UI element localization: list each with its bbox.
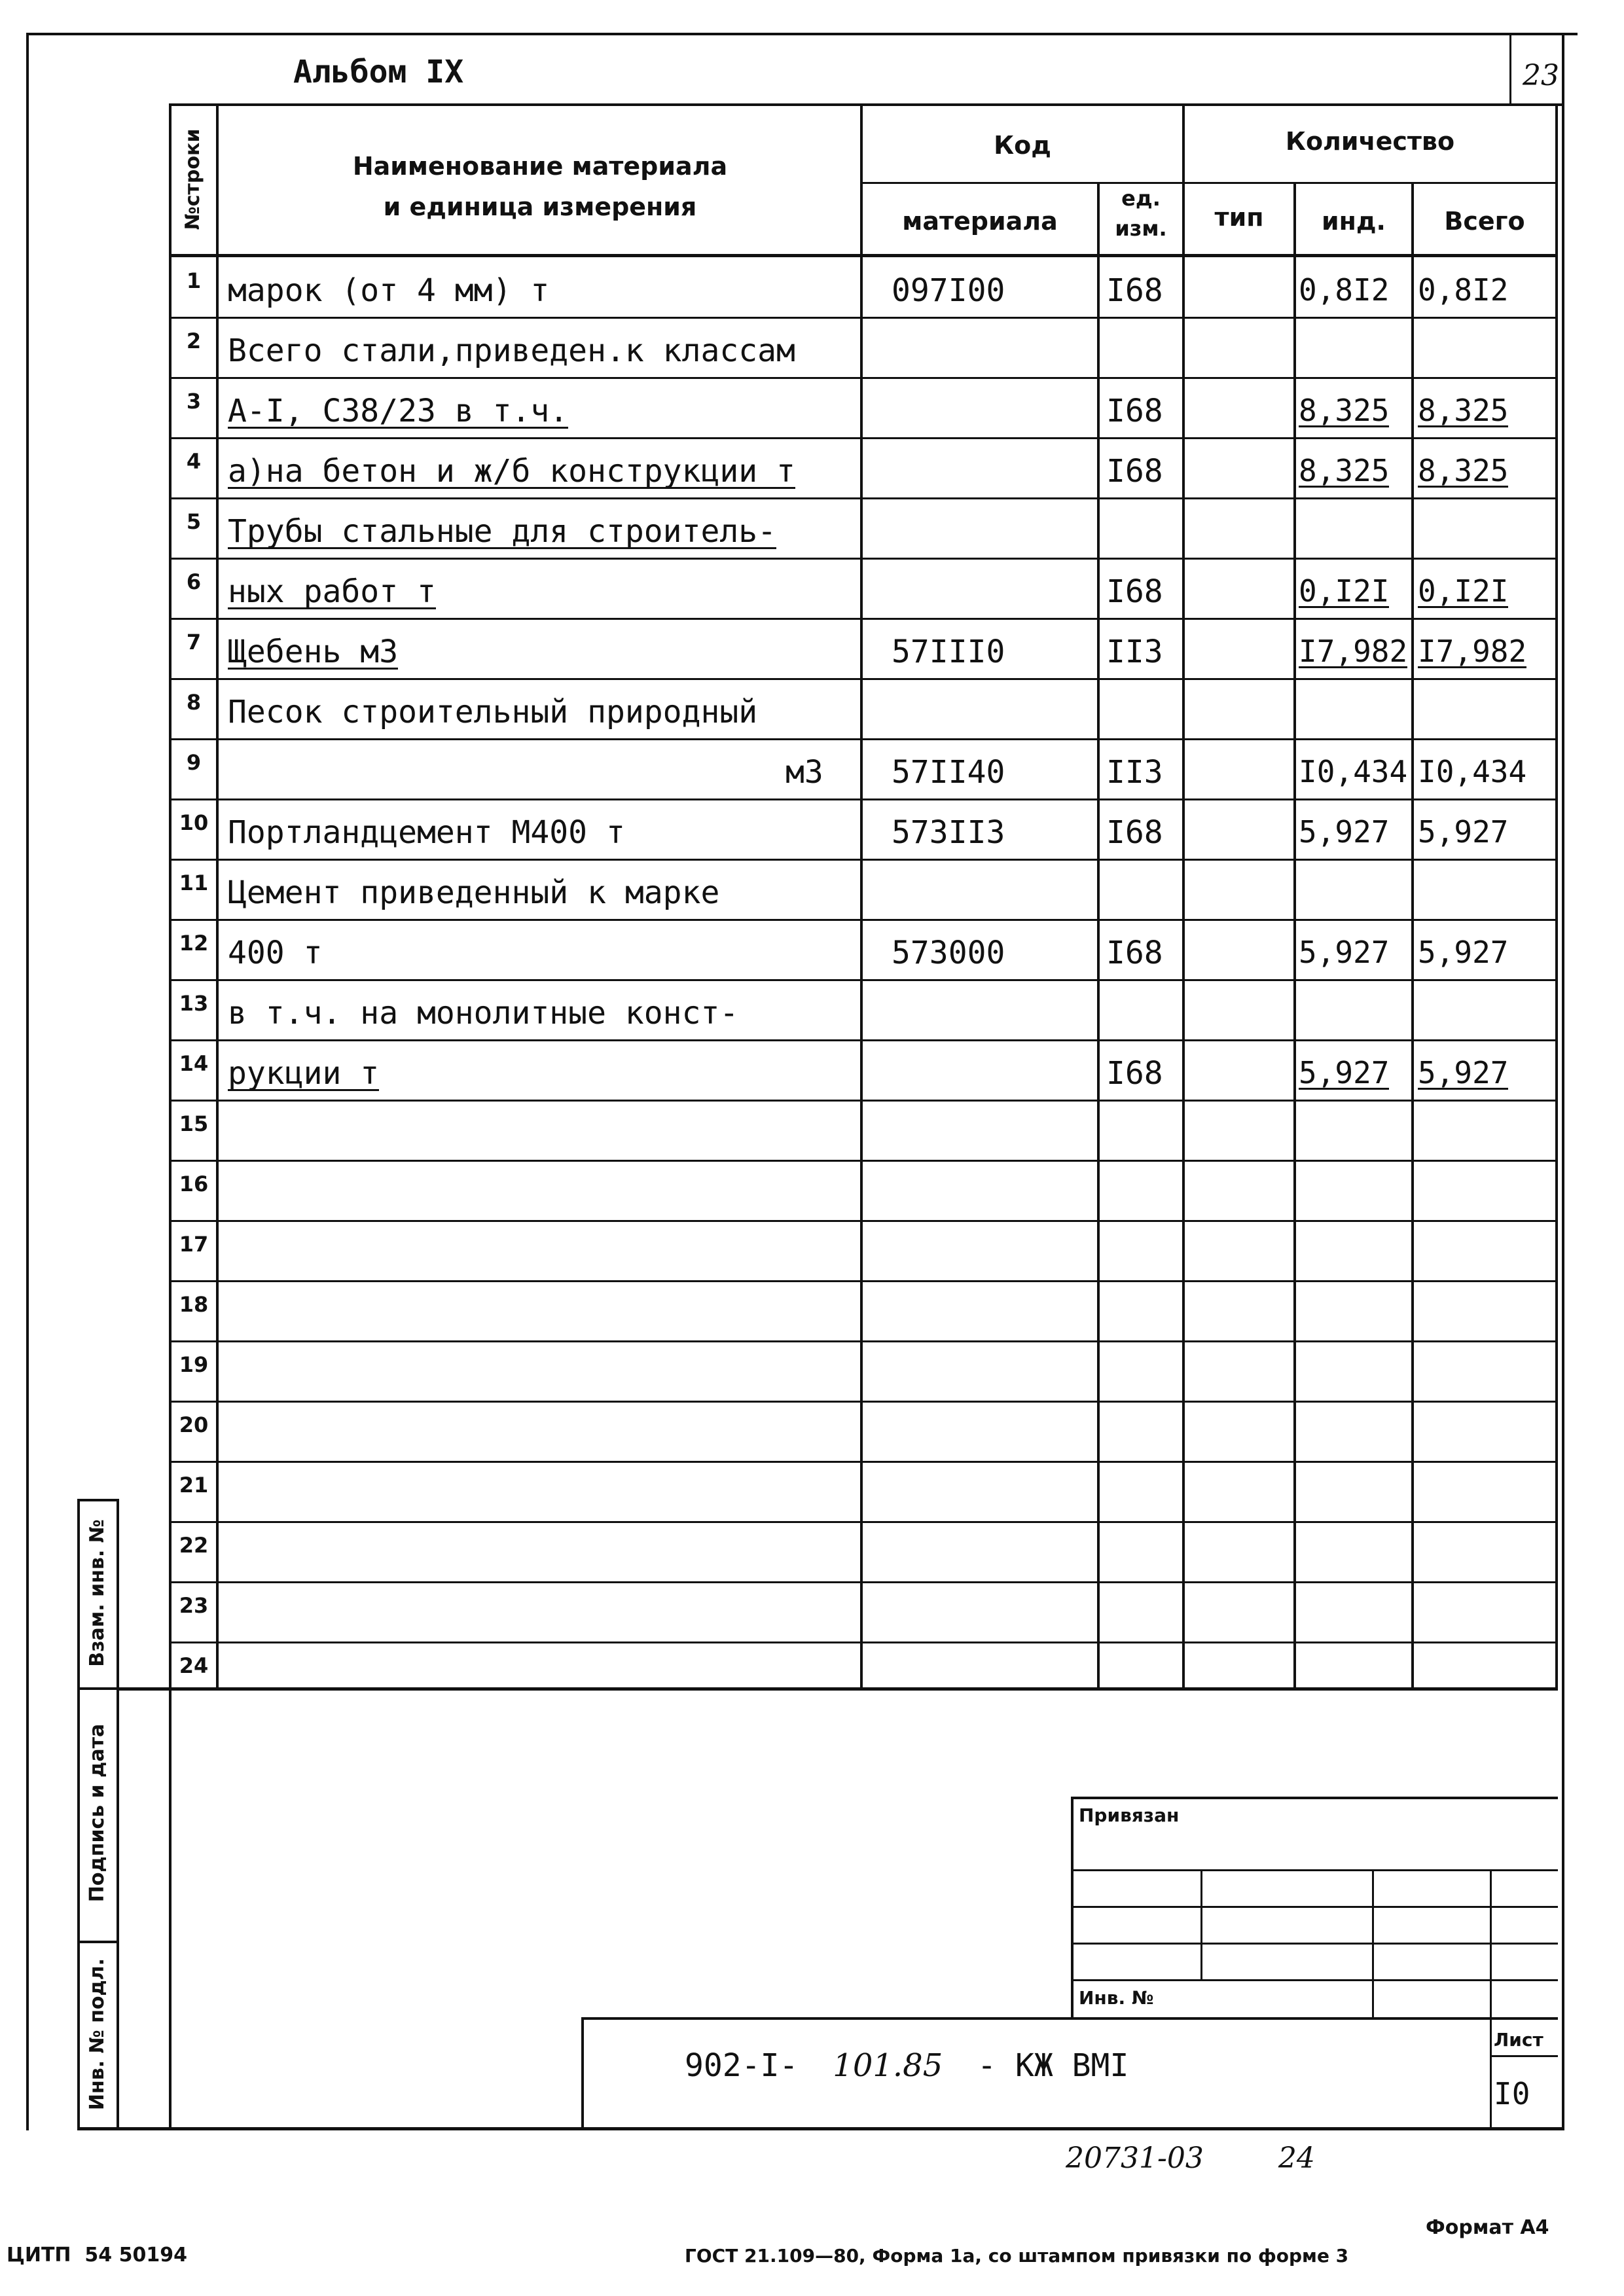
header-bottom-line [169, 254, 1558, 257]
designation-suffix: - КЖ ВМI [977, 2047, 1129, 2084]
row-divider [169, 558, 1558, 560]
material-code: 57III0 [892, 634, 1005, 670]
row-number: 14 [179, 1051, 209, 1076]
side-stamp-bottom [77, 2127, 170, 2130]
qty-total: 5,927 [1418, 935, 1509, 970]
material-code: 57II40 [892, 754, 1005, 791]
list-label: Лист [1494, 2029, 1543, 2051]
col-last-right [1555, 103, 1558, 1689]
header-total: Всего [1444, 207, 1525, 236]
unit-code: I68 [1106, 1055, 1163, 1092]
order-number [1066, 2142, 1315, 2175]
stamp-row2 [1071, 1906, 1558, 1908]
row-number: 21 [179, 1473, 209, 1498]
unit-code: I68 [1106, 573, 1163, 610]
stamp-inv-no: Инв. № [1079, 1987, 1154, 2009]
row-number: 9 [186, 750, 202, 775]
row-number: 23 [179, 1593, 209, 1618]
frame-top [26, 33, 1578, 35]
row-number: 7 [186, 630, 202, 655]
qty-ind: 5,927 [1299, 1055, 1390, 1090]
stamp-row4 [1071, 1979, 1558, 1981]
sheet-corner-number: 23 [1523, 59, 1559, 92]
stamp-col2 [1372, 1869, 1374, 2020]
row-divider [169, 1641, 1558, 1643]
qty-ind: I0,434 [1299, 754, 1408, 789]
row-number: 4 [186, 449, 202, 474]
unit-code: I68 [1106, 814, 1163, 851]
order-no: 20731-03 [1066, 2142, 1204, 2175]
col-unit-right [1182, 103, 1185, 1689]
material-name: Трубы стальные для строитель- [228, 513, 777, 550]
row-divider [169, 919, 1558, 921]
footer-left: ЦИТП 54 50194 [7, 2244, 187, 2267]
side-podpis-label: Подпись и дата [86, 1723, 109, 1903]
unit-code: I68 [1106, 453, 1163, 490]
unit-code: II3 [1106, 634, 1163, 670]
qty-total: 8,325 [1418, 393, 1509, 428]
qty-ind: 8,325 [1299, 453, 1390, 488]
row-divider [169, 859, 1558, 861]
designation [685, 2047, 1128, 2084]
row-number: 22 [179, 1533, 209, 1558]
order-sub: 24 [1278, 2142, 1315, 2175]
row-divider [169, 1461, 1558, 1463]
unit-code: I68 [1106, 935, 1163, 971]
material-name: Портландцемент М400 т [228, 814, 625, 851]
row-number: 13 [179, 991, 209, 1016]
row-divider [169, 1521, 1558, 1523]
col-name-right [860, 103, 863, 1689]
album-title: Альбом IX [293, 54, 464, 90]
unit-code: II3 [1106, 754, 1163, 791]
material-name: ных работ т [228, 573, 436, 610]
row-number: 5 [186, 509, 202, 534]
header-unit: ед. [1121, 186, 1161, 211]
designation-left [581, 2017, 584, 2128]
table-top [169, 103, 1563, 106]
material-name: а)на бетон и ж/б конструкции т [228, 453, 795, 490]
qty-total: I0,434 [1418, 754, 1527, 789]
side-stamp-div1 [77, 1687, 119, 1690]
material-name: Щебень м3 [228, 634, 399, 670]
row-number: 1 [186, 268, 202, 293]
side-inv-label: Инв. № подл. [86, 1958, 109, 2111]
frame-bottom [169, 2127, 1563, 2130]
qty-total: 0,I2I [1418, 573, 1509, 609]
row-divider [169, 377, 1558, 379]
row-number: 10 [179, 810, 209, 835]
header-name: Наименование материала [352, 152, 728, 181]
stamp-row3 [1071, 1943, 1558, 1945]
row-number: 6 [186, 569, 202, 594]
qty-total: 5,927 [1418, 814, 1509, 850]
row-number: 15 [179, 1111, 209, 1136]
material-name: Песок строительный природный [228, 694, 758, 730]
header-quantity: Количество [1285, 127, 1455, 156]
row-divider [169, 1280, 1558, 1282]
row-number: 8 [186, 690, 202, 715]
corner-box-left [1509, 33, 1511, 105]
stamp-left [1071, 1797, 1074, 2019]
row-divider [169, 317, 1558, 319]
material-code: 097I00 [892, 272, 1005, 309]
row-divider [169, 979, 1558, 981]
row-number: 19 [179, 1352, 209, 1377]
header-mid-line [860, 182, 1558, 184]
row-divider [169, 497, 1558, 499]
row-number: 20 [179, 1412, 209, 1437]
row-number: 12 [179, 931, 209, 956]
stamp-row1 [1071, 1869, 1558, 1871]
qty-total: I7,982 [1418, 634, 1527, 669]
row-divider [169, 618, 1558, 620]
header-row-no: №строки [181, 128, 204, 230]
header-code: Код [994, 131, 1051, 160]
header-material: материала [902, 207, 1058, 236]
designation-prefix: 902-I- [685, 2047, 799, 2084]
side-stamp-div2 [77, 1941, 119, 1943]
designation-top [581, 2017, 1558, 2020]
header-tip: тип [1214, 203, 1264, 232]
stamp-privyazan: Привязан [1079, 1804, 1180, 1826]
row-divider [169, 1340, 1558, 1342]
footer-right: ГОСТ 21.109—80, Форма 1а, со штампом привязки по форме 3 [685, 2245, 1349, 2267]
row-number: 3 [186, 389, 202, 414]
row-number: 17 [179, 1232, 209, 1257]
format-label: Формат А4 [1426, 2216, 1549, 2239]
qty-ind: 8,325 [1299, 393, 1390, 428]
material-name: А-I, С38/23 в т.ч. [228, 393, 569, 429]
qty-total: 8,325 [1418, 453, 1509, 488]
side-stamp-left [77, 1499, 80, 2130]
qty-total: 0,8I2 [1418, 272, 1509, 308]
unit-code: I68 [1106, 393, 1163, 429]
row-divider [169, 738, 1558, 740]
designation-hand: 101.85 [833, 2047, 943, 2084]
row-divider [169, 1220, 1558, 1222]
row-number: 24 [179, 1653, 209, 1678]
col-code-right [1097, 183, 1100, 1689]
material-name: 400 т [228, 935, 323, 971]
header-name-2: и единица измерения [383, 192, 697, 221]
col-ind-right [1411, 183, 1414, 1689]
row-divider [169, 1581, 1558, 1583]
unit-code: I68 [1106, 272, 1163, 309]
row-number: 16 [179, 1172, 209, 1196]
material-name: марок (от 4 мм) т [228, 272, 550, 309]
material-code: 573000 [892, 935, 1005, 971]
row-divider [169, 1160, 1558, 1162]
row-divider [169, 678, 1558, 680]
list-number: I0 [1494, 2076, 1530, 2111]
row-divider [169, 1401, 1558, 1403]
table-left [169, 103, 171, 2129]
col-tip-right [1293, 183, 1296, 1689]
qty-ind: 5,927 [1299, 814, 1390, 850]
row-number: 11 [179, 870, 209, 895]
side-stamp-top [77, 1499, 119, 1501]
stamp-col3 [1490, 1869, 1492, 2128]
frame-left [26, 33, 29, 2130]
material-name: Всего стали,приведен.к классам [228, 332, 795, 369]
row-divider [169, 798, 1558, 800]
qty-ind: 5,927 [1299, 935, 1390, 970]
material-code: 573II3 [892, 814, 1005, 851]
material-name: м3 [785, 754, 823, 791]
row-divider [169, 1100, 1558, 1102]
material-name: Цемент приведенный к марке [228, 874, 720, 911]
table-bottom-line [117, 1687, 1558, 1691]
row-divider [169, 437, 1558, 439]
stamp-col1 [1200, 1869, 1202, 1981]
stamp-top [1071, 1797, 1558, 1799]
header-ind: инд. [1321, 207, 1386, 236]
material-name: в т.ч. на монолитные конст- [228, 995, 739, 1031]
qty-ind: 0,I2I [1299, 573, 1390, 609]
row-divider [169, 1039, 1558, 1041]
col-rownum-right [216, 103, 219, 1689]
material-name: рукции т [228, 1055, 380, 1092]
header-unit-2: изм. [1115, 216, 1167, 241]
frame-right [1562, 33, 1564, 2130]
row-number: 2 [186, 329, 202, 353]
qty-ind: 0,8I2 [1299, 272, 1390, 308]
list-divider [1490, 2055, 1558, 2057]
row-number: 18 [179, 1292, 209, 1317]
qty-total: 5,927 [1418, 1055, 1509, 1090]
qty-ind: I7,982 [1299, 634, 1408, 669]
side-stamp-col [117, 1499, 119, 2130]
side-vzam-label: Взам. инв. № [86, 1519, 109, 1667]
